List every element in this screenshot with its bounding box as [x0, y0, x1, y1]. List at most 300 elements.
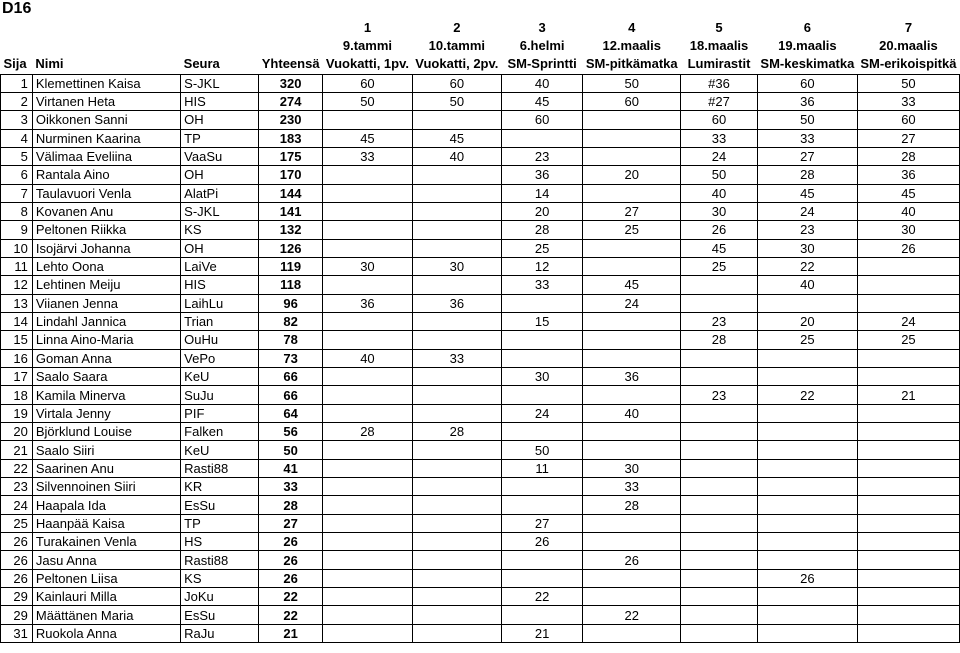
- cell-race-5: [681, 404, 758, 422]
- cell-sija: 29: [1, 606, 33, 624]
- table-row: [1, 184, 960, 202]
- cell-total: 274: [259, 92, 323, 110]
- cell-race-1: [323, 312, 413, 330]
- cell-race-1: [323, 202, 413, 220]
- table-row: [1, 202, 960, 220]
- table-row: [1, 74, 960, 92]
- results-table: [0, 18, 960, 643]
- race-date: 12.maalis: [602, 37, 662, 53]
- cell-total: 96: [259, 294, 323, 312]
- cell-race-7: [857, 606, 959, 624]
- cell-race-5: [681, 606, 758, 624]
- cell-race-6: [757, 514, 857, 532]
- cell-sija: 5: [1, 147, 33, 165]
- cell-race-6: 30: [757, 239, 857, 257]
- table-row: [1, 496, 960, 514]
- cell-race-4: [583, 331, 681, 349]
- cell-seura: OH: [181, 166, 259, 184]
- cell-race-3: 36: [501, 166, 583, 184]
- cell-sija: 16: [1, 349, 33, 367]
- race-number: 4: [628, 19, 636, 35]
- cell-seura: RaJu: [181, 624, 259, 642]
- cell-race-4: [583, 349, 681, 367]
- cell-sija: 9: [1, 221, 33, 239]
- race-number: 7: [904, 19, 913, 35]
- header-columns-row: [1, 54, 960, 74]
- cell-race-4: 40: [583, 404, 681, 422]
- table-row: [1, 239, 960, 257]
- cell-race-4: [583, 257, 681, 275]
- cell-race-5: 40: [681, 184, 758, 202]
- cell-nimi: Isojärvi Johanna: [32, 239, 180, 257]
- cell-race-7: [857, 588, 959, 606]
- cell-race-1: [323, 478, 413, 496]
- cell-race-7: [857, 624, 959, 642]
- page-title: D16: [2, 0, 32, 17]
- cell-race-5: [681, 441, 758, 459]
- cell-race-3: 25: [501, 239, 583, 257]
- cell-total: 28: [259, 496, 323, 514]
- cell-race-5: [681, 569, 758, 587]
- cell-race-3: 12: [501, 257, 583, 275]
- cell-race-5: [681, 533, 758, 551]
- table-row: [1, 478, 960, 496]
- cell-race-4: [583, 312, 681, 330]
- cell-race-3: 50: [501, 441, 583, 459]
- cell-race-1: [323, 441, 413, 459]
- cell-total: 118: [259, 276, 323, 294]
- cell-seura: Rasti88: [181, 551, 259, 569]
- cell-race-4: [583, 441, 681, 459]
- table-row: [1, 533, 960, 551]
- cell-race-1: [323, 276, 413, 294]
- cell-sija: 4: [1, 129, 33, 147]
- table-row: [1, 459, 960, 477]
- cell-nimi: Peltonen Riikka: [32, 221, 180, 239]
- table-row: [1, 386, 960, 404]
- cell-sija: 20: [1, 423, 33, 441]
- cell-race-7: [857, 551, 959, 569]
- column-header-race: Lumirastit: [681, 54, 758, 74]
- cell-race-2: [412, 514, 501, 532]
- cell-race-1: [323, 166, 413, 184]
- cell-race-3: 28: [501, 221, 583, 239]
- cell-race-4: [583, 423, 681, 441]
- cell-race-3: 15: [501, 312, 583, 330]
- cell-race-2: 28: [412, 423, 501, 441]
- table-row: [1, 147, 960, 165]
- cell-race-4: [583, 569, 681, 587]
- table-row: [1, 166, 960, 184]
- cell-race-2: [412, 331, 501, 349]
- table-row: [1, 276, 960, 294]
- cell-sija: 3: [1, 111, 33, 129]
- header-dates-row: [1, 36, 960, 54]
- cell-seura: HS: [181, 533, 259, 551]
- cell-race-3: 33: [501, 276, 583, 294]
- cell-race-5: [681, 459, 758, 477]
- cell-race-6: 40: [757, 276, 857, 294]
- cell-race-7: [857, 276, 959, 294]
- cell-seura: HIS: [181, 276, 259, 294]
- cell-race-7: [857, 478, 959, 496]
- cell-race-5: [681, 496, 758, 514]
- table-row: [1, 551, 960, 569]
- cell-race-6: 24: [757, 202, 857, 220]
- cell-race-7: 26: [857, 239, 959, 257]
- cell-race-7: [857, 257, 959, 275]
- cell-race-4: 25: [583, 221, 681, 239]
- cell-race-4: 28: [583, 496, 681, 514]
- cell-race-1: 28: [323, 423, 413, 441]
- column-header-race: SM-keskimatka: [757, 54, 857, 74]
- cell-seura: LaihLu: [181, 294, 259, 312]
- cell-race-7: 27: [857, 129, 959, 147]
- cell-sija: 24: [1, 496, 33, 514]
- cell-total: 230: [259, 111, 323, 129]
- cell-sija: 7: [1, 184, 33, 202]
- cell-total: 132: [259, 221, 323, 239]
- cell-race-5: 23: [681, 386, 758, 404]
- cell-nimi: Haapala Ida: [32, 496, 180, 514]
- cell-seura: AlatPi: [181, 184, 259, 202]
- cell-race-6: [757, 423, 857, 441]
- table-row: [1, 331, 960, 349]
- column-header-race: Vuokatti, 2pv.: [412, 54, 501, 74]
- cell-race-4: [583, 624, 681, 642]
- table-row: [1, 257, 960, 275]
- cell-sija: 14: [1, 312, 33, 330]
- cell-race-7: [857, 496, 959, 514]
- cell-race-5: [681, 368, 758, 386]
- cell-nimi: Määttänen Maria: [32, 606, 180, 624]
- cell-race-6: 20: [757, 312, 857, 330]
- cell-race-4: [583, 533, 681, 551]
- race-date: 9.tammi: [342, 37, 392, 53]
- cell-race-2: [412, 478, 501, 496]
- cell-seura: KS: [181, 221, 259, 239]
- cell-race-6: [757, 533, 857, 551]
- cell-race-1: [323, 569, 413, 587]
- cell-nimi: Virtanen Heta: [32, 92, 180, 110]
- cell-race-6: [757, 404, 857, 422]
- column-header-race: Vuokatti, 1pv.: [323, 54, 413, 74]
- cell-race-6: 50: [757, 111, 857, 129]
- cell-race-1: [323, 606, 413, 624]
- cell-race-3: [501, 569, 583, 587]
- cell-seura: KS: [181, 569, 259, 587]
- cell-race-2: [412, 368, 501, 386]
- cell-race-6: 23: [757, 221, 857, 239]
- cell-total: 66: [259, 368, 323, 386]
- cell-total: 73: [259, 349, 323, 367]
- cell-race-1: [323, 331, 413, 349]
- cell-race-7: 45: [857, 184, 959, 202]
- cell-race-2: [412, 459, 501, 477]
- table-row: [1, 368, 960, 386]
- cell-total: 119: [259, 257, 323, 275]
- cell-nimi: Linna Aino-Maria: [32, 331, 180, 349]
- table-row: [1, 221, 960, 239]
- cell-seura: Trian: [181, 312, 259, 330]
- cell-race-3: [501, 551, 583, 569]
- cell-race-2: [412, 239, 501, 257]
- column-header-race: SM-pitkämatka: [583, 54, 681, 74]
- cell-race-6: [757, 606, 857, 624]
- cell-nimi: Peltonen Liisa: [32, 569, 180, 587]
- cell-race-1: [323, 514, 413, 532]
- cell-race-5: [681, 624, 758, 642]
- cell-race-2: 60: [412, 74, 501, 92]
- cell-sija: 21: [1, 441, 33, 459]
- cell-seura: TP: [181, 514, 259, 532]
- cell-race-2: [412, 221, 501, 239]
- table-row: [1, 294, 960, 312]
- cell-sija: 19: [1, 404, 33, 422]
- cell-seura: KeU: [181, 368, 259, 386]
- cell-race-7: [857, 404, 959, 422]
- cell-race-5: [681, 276, 758, 294]
- cell-race-6: [757, 588, 857, 606]
- cell-seura: OuHu: [181, 331, 259, 349]
- race-number: 3: [538, 19, 546, 35]
- table-row: [1, 606, 960, 624]
- cell-race-7: [857, 459, 959, 477]
- cell-race-4: [583, 111, 681, 129]
- cell-sija: 11: [1, 257, 33, 275]
- cell-sija: 15: [1, 331, 33, 349]
- cell-nimi: Virtala Jenny: [32, 404, 180, 422]
- cell-seura: Rasti88: [181, 459, 259, 477]
- cell-total: 27: [259, 514, 323, 532]
- table-body: [1, 74, 960, 643]
- cell-nimi: Oikkonen Sanni: [32, 111, 180, 129]
- cell-race-3: [501, 386, 583, 404]
- cell-race-1: [323, 111, 413, 129]
- cell-race-3: 20: [501, 202, 583, 220]
- cell-race-7: [857, 423, 959, 441]
- race-number: 2: [453, 19, 461, 35]
- cell-race-4: 26: [583, 551, 681, 569]
- race-number: 6: [803, 19, 811, 35]
- table-row: [1, 423, 960, 441]
- cell-race-3: [501, 606, 583, 624]
- cell-sija: 29: [1, 588, 33, 606]
- cell-race-1: 45: [323, 129, 413, 147]
- cell-seura: KR: [181, 478, 259, 496]
- cell-seura: LaiVe: [181, 257, 259, 275]
- cell-race-3: [501, 478, 583, 496]
- cell-race-5: 50: [681, 166, 758, 184]
- cell-total: 26: [259, 551, 323, 569]
- race-date: 18.maalis: [689, 37, 749, 53]
- cell-race-7: 30: [857, 221, 959, 239]
- cell-total: 64: [259, 404, 323, 422]
- cell-race-7: [857, 441, 959, 459]
- cell-race-5: 23: [681, 312, 758, 330]
- cell-race-2: 36: [412, 294, 501, 312]
- cell-nimi: Silvennoinen Siiri: [32, 478, 180, 496]
- cell-race-4: [583, 184, 681, 202]
- cell-race-5: #27: [681, 92, 758, 110]
- cell-sija: 18: [1, 386, 33, 404]
- cell-race-2: [412, 386, 501, 404]
- cell-race-1: [323, 533, 413, 551]
- cell-race-2: [412, 404, 501, 422]
- cell-race-2: [412, 312, 501, 330]
- cell-race-4: 27: [583, 202, 681, 220]
- cell-seura: SuJu: [181, 386, 259, 404]
- cell-race-2: [412, 111, 501, 129]
- cell-race-3: 21: [501, 624, 583, 642]
- cell-sija: 17: [1, 368, 33, 386]
- table-row: [1, 569, 960, 587]
- cell-race-5: #36: [681, 74, 758, 92]
- cell-race-7: [857, 569, 959, 587]
- cell-total: 33: [259, 478, 323, 496]
- cell-race-1: [323, 624, 413, 642]
- cell-race-4: 33: [583, 478, 681, 496]
- cell-race-1: 33: [323, 147, 413, 165]
- cell-nimi: Rantala Aino: [32, 166, 180, 184]
- cell-race-3: 14: [501, 184, 583, 202]
- cell-total: 126: [259, 239, 323, 257]
- cell-race-3: 60: [501, 111, 583, 129]
- cell-total: 170: [259, 166, 323, 184]
- cell-nimi: Klemettinen Kaisa: [32, 74, 180, 92]
- cell-total: 320: [259, 74, 323, 92]
- cell-race-4: [583, 147, 681, 165]
- cell-race-5: [681, 588, 758, 606]
- cell-total: 175: [259, 147, 323, 165]
- cell-sija: 26: [1, 569, 33, 587]
- cell-race-5: 25: [681, 257, 758, 275]
- cell-sija: 8: [1, 202, 33, 220]
- cell-race-6: [757, 349, 857, 367]
- cell-race-1: [323, 239, 413, 257]
- cell-race-5: 45: [681, 239, 758, 257]
- cell-race-4: 20: [583, 166, 681, 184]
- cell-race-2: [412, 588, 501, 606]
- cell-race-3: 24: [501, 404, 583, 422]
- cell-nimi: Saalo Saara: [32, 368, 180, 386]
- cell-race-2: [412, 276, 501, 294]
- cell-race-3: 40: [501, 74, 583, 92]
- column-header-race: SM-Sprintti: [501, 54, 583, 74]
- cell-race-2: 45: [412, 129, 501, 147]
- cell-race-5: [681, 349, 758, 367]
- cell-seura: Falken: [181, 423, 259, 441]
- cell-race-3: 11: [501, 459, 583, 477]
- cell-race-4: 24: [583, 294, 681, 312]
- cell-seura: EsSu: [181, 606, 259, 624]
- cell-race-7: 28: [857, 147, 959, 165]
- cell-race-5: [681, 423, 758, 441]
- cell-race-6: 33: [757, 129, 857, 147]
- cell-race-5: 30: [681, 202, 758, 220]
- cell-nimi: Haanpää Kaisa: [32, 514, 180, 532]
- cell-total: 22: [259, 588, 323, 606]
- cell-race-1: 60: [323, 74, 413, 92]
- cell-race-3: 27: [501, 514, 583, 532]
- cell-race-6: [757, 496, 857, 514]
- table-row: [1, 129, 960, 147]
- cell-race-3: [501, 423, 583, 441]
- cell-race-5: [681, 294, 758, 312]
- cell-sija: 26: [1, 533, 33, 551]
- cell-seura: OH: [181, 111, 259, 129]
- cell-race-4: [583, 239, 681, 257]
- cell-sija: 12: [1, 276, 33, 294]
- cell-total: 41: [259, 459, 323, 477]
- cell-race-5: [681, 478, 758, 496]
- race-number: 5: [715, 19, 723, 35]
- cell-nimi: Kamila Minerva: [32, 386, 180, 404]
- cell-race-4: 30: [583, 459, 681, 477]
- cell-race-1: [323, 368, 413, 386]
- cell-race-1: 30: [323, 257, 413, 275]
- cell-race-3: [501, 294, 583, 312]
- cell-total: 56: [259, 423, 323, 441]
- race-date: 19.maalis: [778, 37, 837, 53]
- cell-seura: S-JKL: [181, 74, 259, 92]
- cell-seura: EsSu: [181, 496, 259, 514]
- cell-race-4: [583, 588, 681, 606]
- cell-race-2: [412, 624, 501, 642]
- cell-race-6: 22: [757, 386, 857, 404]
- cell-race-2: [412, 496, 501, 514]
- cell-nimi: Lindahl Jannica: [32, 312, 180, 330]
- cell-race-7: 40: [857, 202, 959, 220]
- cell-race-3: 26: [501, 533, 583, 551]
- column-header-nimi: Nimi: [32, 54, 180, 74]
- cell-nimi: Saarinen Anu: [32, 459, 180, 477]
- cell-race-5: [681, 551, 758, 569]
- table-row: [1, 111, 960, 129]
- cell-nimi: Lehto Oona: [32, 257, 180, 275]
- cell-race-3: [501, 349, 583, 367]
- cell-race-7: 50: [857, 74, 959, 92]
- cell-sija: 13: [1, 294, 33, 312]
- cell-race-2: [412, 606, 501, 624]
- cell-nimi: Kovanen Anu: [32, 202, 180, 220]
- cell-race-7: 60: [857, 111, 959, 129]
- cell-seura: VaaSu: [181, 147, 259, 165]
- table-row: [1, 404, 960, 422]
- cell-total: 26: [259, 533, 323, 551]
- cell-race-3: 30: [501, 368, 583, 386]
- cell-nimi: Viianen Jenna: [32, 294, 180, 312]
- cell-total: 183: [259, 129, 323, 147]
- table-row: [1, 312, 960, 330]
- cell-race-2: 33: [412, 349, 501, 367]
- header-numbers-row: [1, 18, 960, 36]
- cell-race-6: 60: [757, 74, 857, 92]
- cell-race-6: 22: [757, 257, 857, 275]
- table-row: [1, 349, 960, 367]
- cell-sija: 26: [1, 551, 33, 569]
- cell-sija: 2: [1, 92, 33, 110]
- cell-sija: 10: [1, 239, 33, 257]
- cell-race-6: [757, 368, 857, 386]
- cell-race-6: [757, 551, 857, 569]
- cell-race-1: 50: [323, 92, 413, 110]
- cell-race-7: [857, 514, 959, 532]
- cell-total: 141: [259, 202, 323, 220]
- cell-race-7: 33: [857, 92, 959, 110]
- cell-race-4: [583, 129, 681, 147]
- cell-sija: 31: [1, 624, 33, 642]
